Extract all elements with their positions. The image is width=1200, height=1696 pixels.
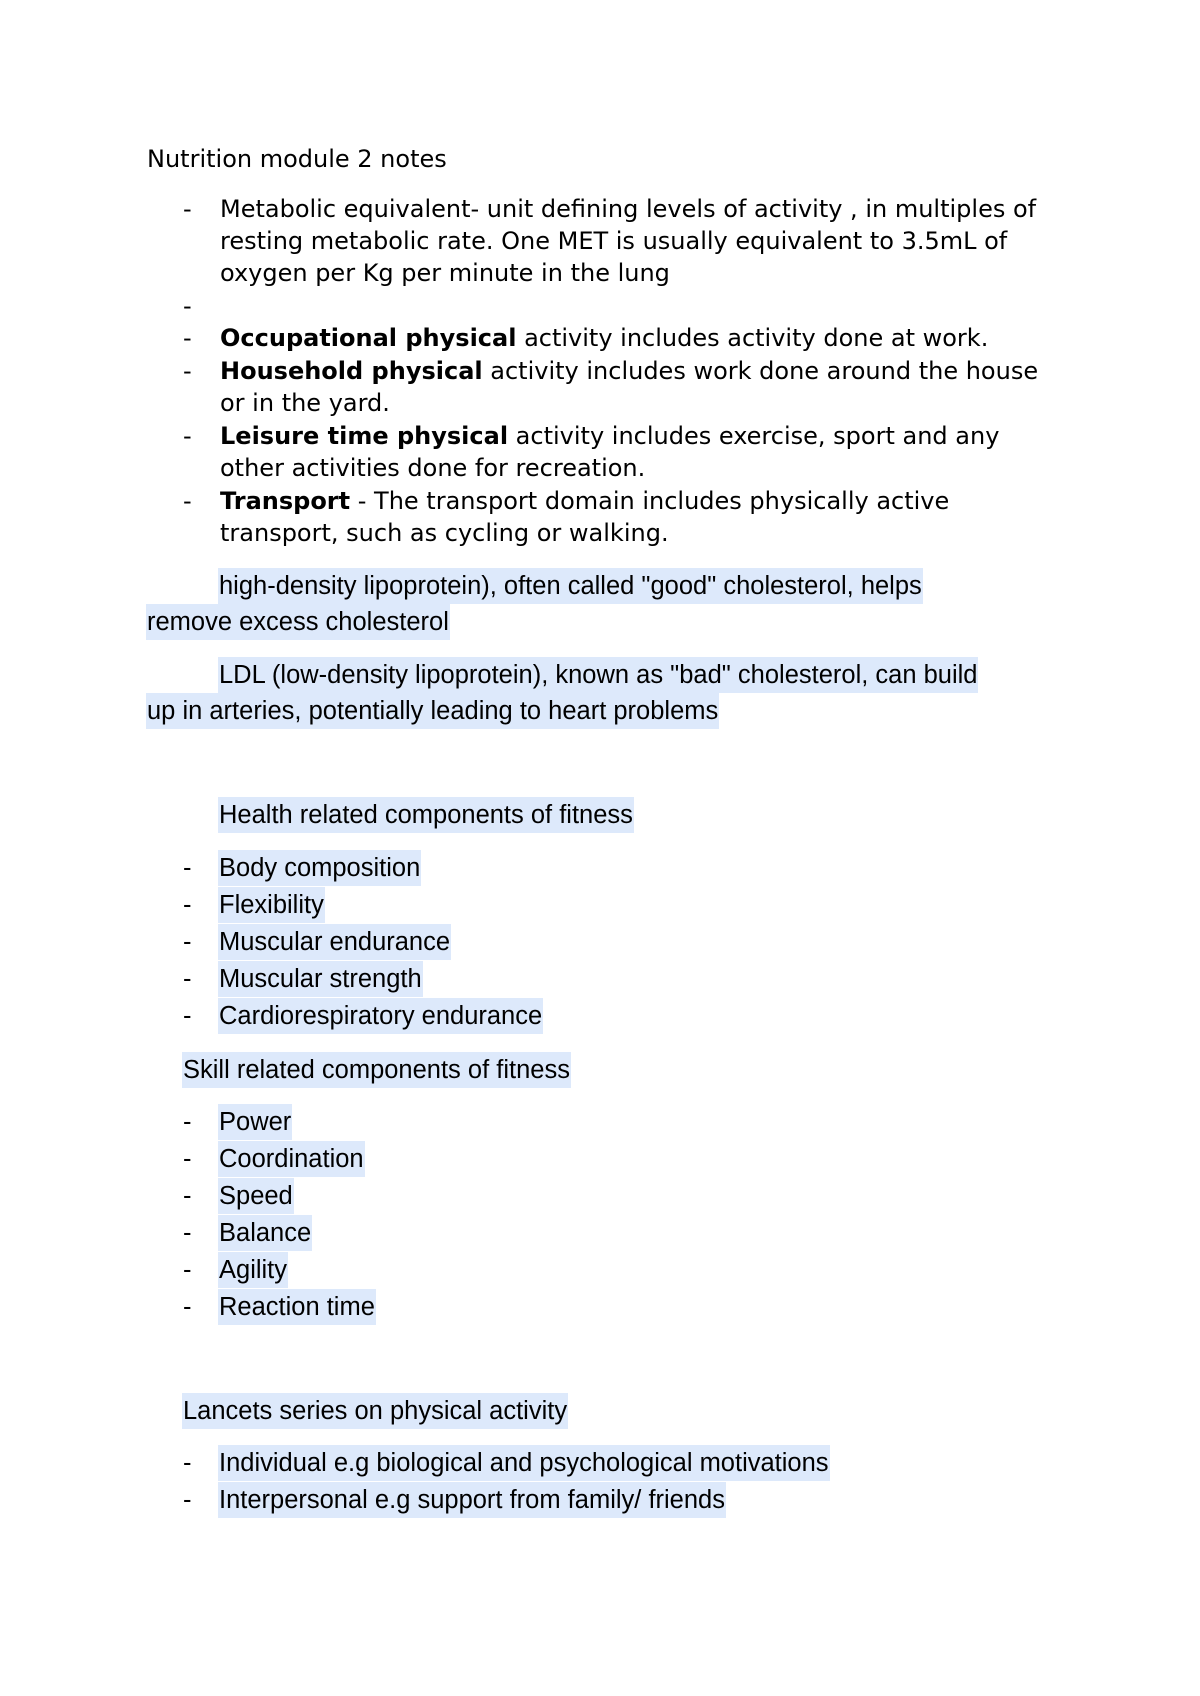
bullet-marker: - xyxy=(183,195,192,223)
transport-item xyxy=(220,485,949,517)
lancet-item: Individual e.g biological and psychological motivations xyxy=(218,1445,830,1481)
leisure-text: activity includes exercise, sport and any xyxy=(508,422,1000,450)
health-item: Flexibility xyxy=(218,887,325,923)
skill-item: Power xyxy=(218,1104,292,1140)
skill-item: Agility xyxy=(218,1252,288,1288)
bullet-marker: - xyxy=(183,891,192,919)
lancet-item: Interpersonal e.g support from family/ friends xyxy=(218,1482,726,1518)
occupational-item xyxy=(220,322,988,354)
bullet-marker: - xyxy=(183,928,192,956)
health-item: Cardiorespiratory endurance xyxy=(218,998,543,1034)
bullet-marker: - xyxy=(183,487,192,515)
hdl-line-2: remove excess cholesterol xyxy=(146,604,450,640)
occupational-term: Occupational physical xyxy=(220,324,517,352)
bullet-marker: - xyxy=(183,1219,192,1247)
bullet-marker: - xyxy=(183,1182,192,1210)
leisure-line-2: other activities done for recreation. xyxy=(220,454,646,482)
leisure-term: Leisure time physical xyxy=(220,422,509,450)
bullet-marker: - xyxy=(183,1293,192,1321)
transport-term: Transport xyxy=(220,487,351,515)
transport-line-2: transport, such as cycling or walking. xyxy=(220,519,669,547)
household-term: Household physical xyxy=(220,357,483,385)
occupational-text: activity includes activity done at work. xyxy=(516,324,989,352)
household-text: activity includes work done around the house xyxy=(482,357,1039,385)
bullet-marker: - xyxy=(183,1002,192,1030)
transport-text: - The transport domain includes physically active xyxy=(350,487,950,515)
bullet-marker: - xyxy=(183,1145,192,1173)
health-item: Body composition xyxy=(218,850,421,886)
bullet-marker: - xyxy=(183,1256,192,1284)
bullet-marker: - xyxy=(183,854,192,882)
ldl-line-2: up in arteries, potentially leading to heart problems xyxy=(146,693,719,729)
lancet-heading: Lancets series on physical activity xyxy=(182,1393,568,1429)
bullet-marker: - xyxy=(183,422,192,450)
bullet-marker: - xyxy=(183,965,192,993)
met-line-2: resting metabolic rate. One MET is usually equivalent to 3.5mL of xyxy=(220,227,1008,255)
bullet-marker: - xyxy=(183,357,192,385)
met-line-1: Metabolic equivalent- unit defining levels of activity , in multiples of xyxy=(220,195,1037,223)
bullet-marker: - xyxy=(183,1108,192,1136)
skill-item: Reaction time xyxy=(218,1289,376,1325)
health-heading: Health related components of fitness xyxy=(218,797,634,833)
met-line-3: oxygen per Kg per minute in the lung xyxy=(220,259,670,287)
bullet-marker: - xyxy=(183,1449,192,1477)
bullet-marker: - xyxy=(183,1486,192,1514)
ldl-line-1: LDL (low-density lipoprotein), known as "bad" cholesterol, can build xyxy=(218,657,978,693)
skill-heading: Skill related components of fitness xyxy=(182,1052,571,1088)
health-item: Muscular strength xyxy=(218,961,423,997)
household-item xyxy=(220,355,1038,387)
household-line-2: or in the yard. xyxy=(220,389,390,417)
bullet-marker: - xyxy=(183,324,192,352)
document-title: Nutrition module 2 notes xyxy=(147,145,447,173)
skill-item: Balance xyxy=(218,1215,312,1251)
skill-item: Coordination xyxy=(218,1141,365,1177)
bullet-marker: - xyxy=(183,292,192,320)
leisure-item xyxy=(220,420,999,452)
hdl-line-1: high-density lipoprotein), often called "good" cholesterol, helps xyxy=(218,568,923,604)
skill-item: Speed xyxy=(218,1178,294,1214)
health-item: Muscular endurance xyxy=(218,924,451,960)
